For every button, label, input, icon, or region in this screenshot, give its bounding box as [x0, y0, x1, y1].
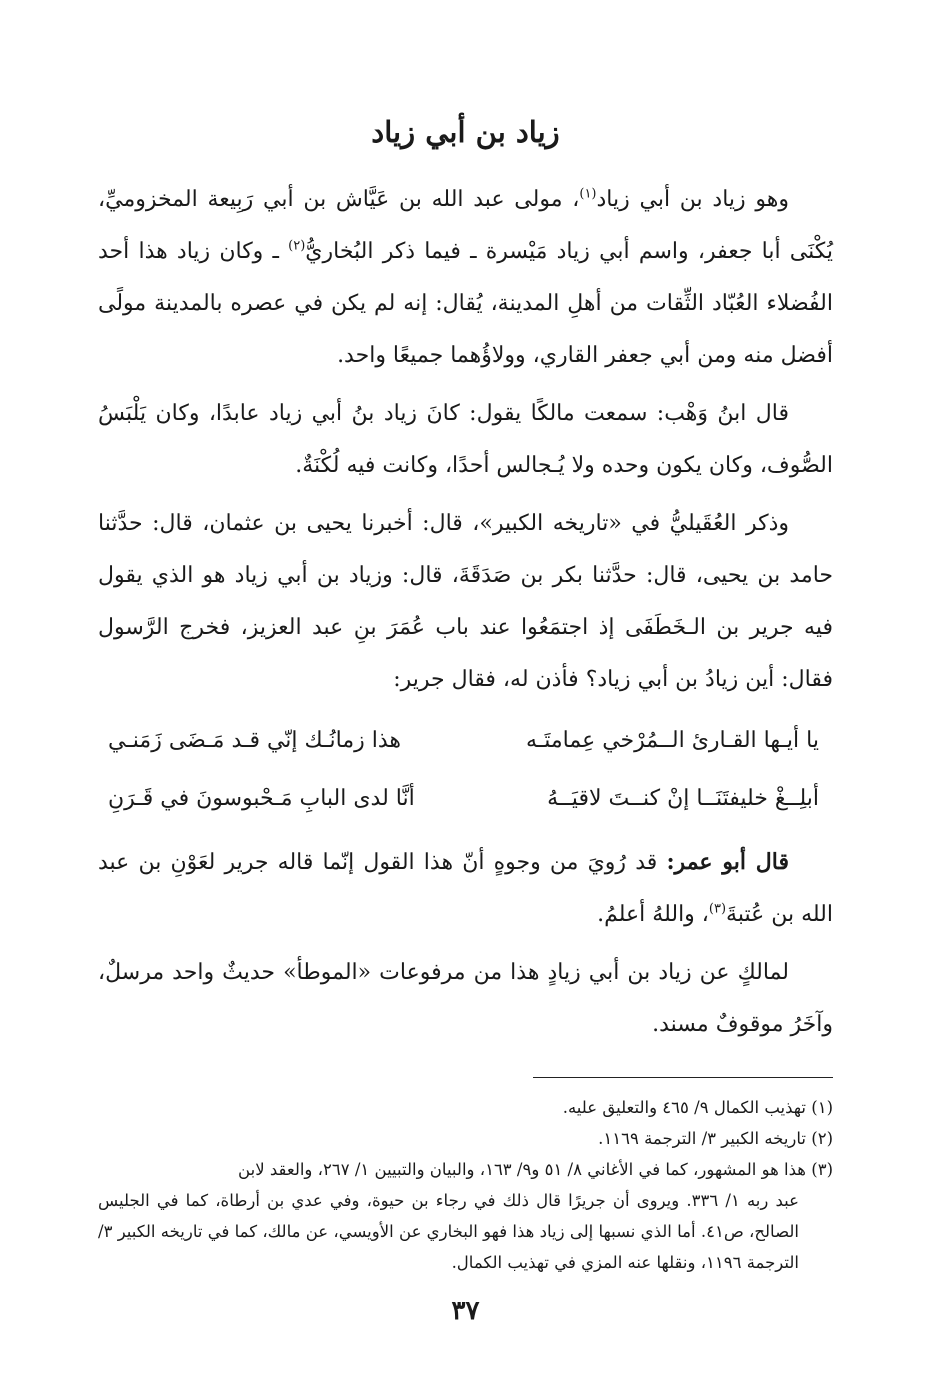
verse-1-first-hemistich: يا أيـها القـارئ الــمُرْخي عِمامتَـه: [526, 728, 819, 753]
footnote-ref-3: (٣): [708, 901, 727, 917]
poem: [98, 712, 833, 828]
verse-1-second-hemistich: هذا زمانُـك إنّي قـد مَـضَى زَمَنـي: [108, 728, 402, 753]
p4-lead: قال أبو عمر:: [666, 849, 789, 875]
verse-2-second-hemistich: أنَّا لدى البابِ مَـحْبوسونَ في قَـرَنِ: [108, 786, 415, 811]
footnote-3-continuation: عبد ربه ١/ ٣٣٦. ويروى أن جريرًا قال ذلك في رجاء بن حيوة، وفي عدي بن أرطاة، كما في الجليس الصالح، ص٤١. أما الذي نسبها إلى زياد هذا فهو البخاري عن الأويسي، عن مالك، كما في تاريخه الكبير ٣/ الترجمة ١١٩٦، ونقلها عنه المزي في تهذيب الكمال.: [98, 1191, 799, 1272]
p4-text-a: قد رُويَ من وجوهٍ أنّ هذا القول إنّما قاله جرير لعَوْنِ بن عبد الله بن عُتبةَ: [98, 850, 833, 927]
paragraph-5: لمالكٍ عن زياد بن أبي زيادٍ هذا من مرفوعات «الموطأ» حديثٌ واحد مرسلٌ، وآخَرُ موقوفٌ مسند.: [98, 960, 833, 1037]
verse-2-first-hemistich: أبلِــغْ خليفتَنَــا إنْ كنــتَ لاقيَــهُ: [547, 786, 819, 811]
footnote-divider: [533, 1077, 833, 1078]
page-number: ٣٧: [451, 1296, 480, 1326]
paragraph-2: قال ابنُ وَهْب: سمعت مالكًا يقول: كانَ زياد بنُ أبي زياد عابدًا، وكان يَلْبَسُ الصُّوف، وكان يكون وحده ولا يُـجالس أحدًا، وكانت فيه لُكْنَةٌ.: [98, 401, 833, 478]
footnote-3: [98, 1154, 833, 1278]
paragraph-3: وذكر العُقَيليُّ في «تاريخه الكبير»، قال: أخبرنا يحيى بن عثمان، قال: حدَّثنا حامد بن يحيى، قال: حدَّثنا بكر بن صَدَقَةَ، قال: وزياد بن أبي زياد هو الذي يقول فيه جرير بن الـخَطَفَى إذ اجتمَعُوا عند باب عُمَرَ بنِ عبد العزيز، فخرج الرَّسول فقال: أين زيادُ بن أبي زياد؟ فأذن له، فقال جرير:: [98, 511, 834, 692]
page-title: زياد بن أبي زياد: [371, 115, 560, 149]
footnote-1: (١) تهذيب الكمال ٩/ ٤٦٥ والتعليق عليه.: [562, 1098, 833, 1117]
paragraph-1: [98, 174, 833, 382]
verse-2: [98, 770, 833, 828]
footnote-ref-2: (٢): [288, 238, 306, 254]
p1-text-a: وهو زياد بن أبي زياد: [596, 187, 790, 212]
paragraph-4: [98, 836, 833, 941]
p4-text-b: ، واللهُ أعلمُ.: [597, 902, 709, 927]
footnote-2: (٢) تاريخه الكبير ٣/ الترجمة ١١٦٩.: [598, 1129, 833, 1148]
footnote-3-line-a: (٣) هذا هو المشهور، كما في الأغاني ٨/ ٥١ و٩/ ١٦٣، والبيان والتبيين ١/ ٢٦٧، والعقد لابن: [238, 1160, 833, 1179]
p1-text-b: ، مولى عبد الله بن عَيَّاش بن أبي رَبِيعة المخزوميِّ، يُكْنَى أبا جعفر، واسم أبي زياد مَيْسرة ـ فيما ذكر البُخاريُّ: [98, 187, 833, 264]
p1-text-c: ـ وكان زياد هذا أحد الفُضلاء العُبّاد الثِّقات من أهلِ المدينة، يُقال: إنه لم يكن في عصره بالمدينة مولًى أفضل منه ومن أبي جعفر القاري، وولاؤُهما جميعًا واحد.: [98, 239, 833, 368]
footnote-ref-1: (١): [579, 186, 597, 202]
verse-1: [98, 712, 833, 770]
